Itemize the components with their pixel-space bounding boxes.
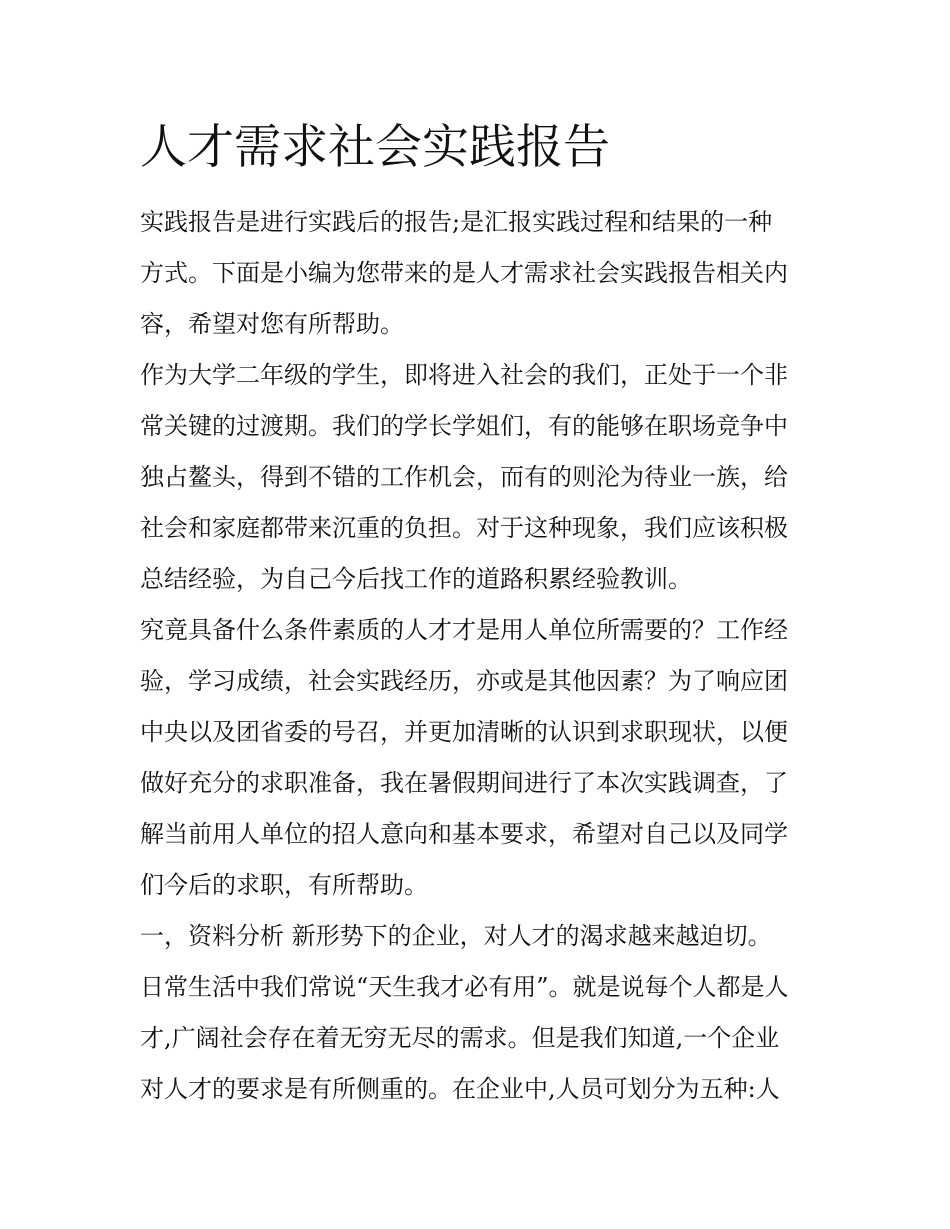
page-title: 人才需求社会实践报告 bbox=[140, 120, 610, 175]
body-line: 中央以及团省委的号召，并更加清晰的认识到求职现状，以便 bbox=[140, 718, 788, 746]
body-line: 社会和家庭都带来沉重的负担。对于这种现象，我们应该积极 bbox=[140, 514, 788, 542]
body-line: 容，希望对您有所帮助。 bbox=[140, 310, 404, 338]
body-line: 们今后的求职，有所帮助。 bbox=[140, 871, 428, 899]
body-line: 解当前用人单位的招人意向和基本要求，希望对自己以及同学 bbox=[140, 820, 788, 848]
body-line: 对人才的要求是有所侧重的。在企业中,人员可划分为五种:人 bbox=[140, 1075, 780, 1103]
body-line: 做好充分的求职准备，我在暑假期间进行了本次实践调查，了 bbox=[140, 769, 788, 797]
body-line: 方式。下面是小编为您带来的是人才需求社会实践报告相关内 bbox=[140, 259, 788, 287]
body-line: 一，资料分析 新形势下的企业，对人才的渴求越来越迫切。 bbox=[140, 922, 772, 950]
body-line: 常关键的过渡期。我们的学长学姐们，有的能够在职场竞争中 bbox=[140, 412, 788, 440]
body-line: 究竟具备什么条件素质的人才才是用人单位所需要的？工作经 bbox=[140, 616, 788, 644]
body-line: 总结经验，为自己今后找工作的道路积累经验教训。 bbox=[140, 565, 692, 593]
body-line: 日常生活中我们常说“天生我才必有用”。就是说每个人都是人 bbox=[140, 973, 789, 1001]
body-line: 作为大学二年级的学生，即将进入社会的我们，正处于一个非 bbox=[140, 361, 788, 389]
body-line: 验，学习成绩，社会实践经历，亦或是其他因素？为了响应团 bbox=[140, 667, 788, 695]
body-line: 独占鳌头，得到不错的工作机会，而有的则沦为待业一族，给 bbox=[140, 463, 788, 491]
body-line: 才,广阔社会存在着无穷无尽的需求。但是我们知道,一个企业 bbox=[140, 1024, 780, 1052]
body-line: 实践报告是进行实践后的报告;是汇报实践过程和结果的一种 bbox=[140, 208, 773, 236]
